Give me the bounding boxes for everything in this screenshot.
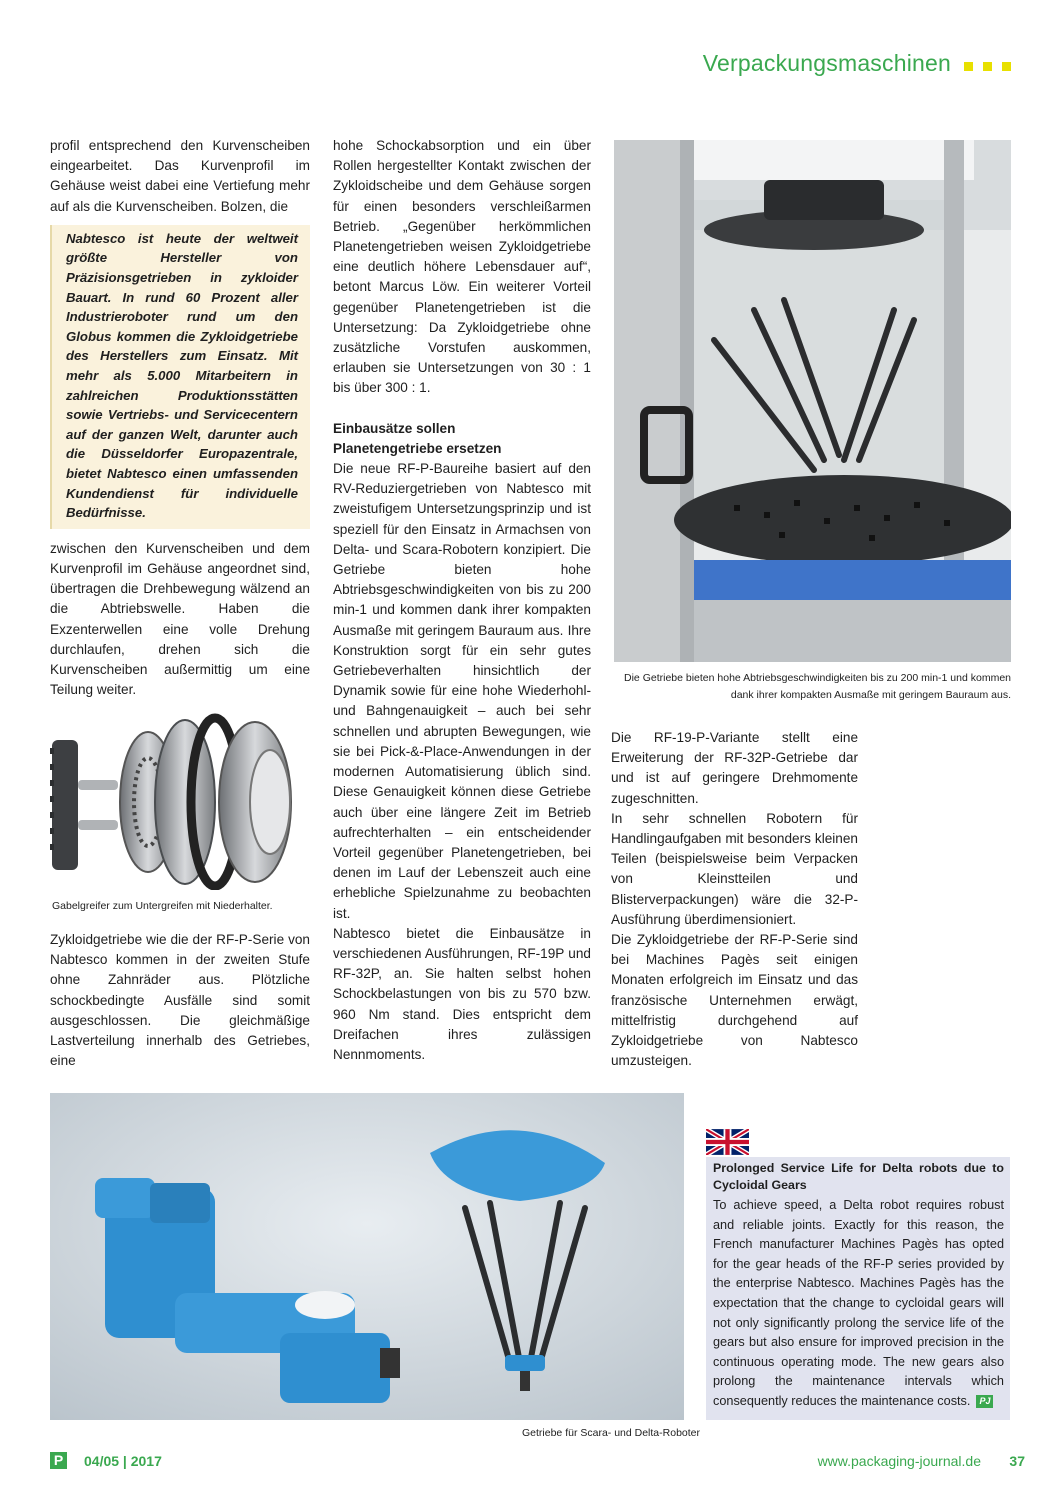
journal-logo: P xyxy=(50,1452,67,1469)
column-1-bottom xyxy=(50,930,310,1071)
column-2 xyxy=(333,136,591,1065)
gear-photo xyxy=(50,710,310,890)
paragraph: In sehr schnellen Robotern für Handlingaufgaben mit besonders kleinen Teilen (beispielsweise beim Verpacken von Kleinstteilen und Blisterverpackungen) wäre die 32-P-Ausführung überdimensioniert. xyxy=(611,810,858,927)
uk-flag-icon xyxy=(706,1129,749,1155)
paragraph: Zykloidgetriebe wie die der RF-P-Serie von Nabtesco kommen in der zweiten Stufe ohne Zahnräder aus. Plötzliche schockbedingte Ausfälle sind somit ausgeschlossen. Die gleichmäßige Lastverteilung innerhalb des Getriebes, eine xyxy=(50,932,310,1069)
journal-url[interactable]: www.packaging-journal.de xyxy=(817,1453,981,1469)
english-summary-title: Prolonged Service Life for Delta robots due to Cycloidal Gears xyxy=(713,1161,1004,1192)
paragraph: Nabtesco bietet die Einbausätze in verschiedenen Ausführungen, RF-19P und RF-32P, an. Sie halten selbst hohen Schockbelastungen von bis zu 570 bzw. 960 Nm stand. Dies entspricht dem Dreifachen ihres zulässigen Nennmoments. xyxy=(333,925,591,1062)
column-1 xyxy=(50,136,310,700)
paragraph: Die neue RF-P-Baureihe basiert auf den RV-Reduziergetrieben von Nabtesco mit zweistufigem Untersetzungsprinzip und ist speziell für den Einsatz in Armachsen von Delta- und Scara-Robotern konzipiert. Die Getriebe bieten hohe Abtriebsgeschwindigkeiten von bis zu 200 min-1 und kommen dank ihrer kompakten Ausmaße mit geringem Bauraum aus. Ihre Konstruktion sorgt für ein sehr gutes Getriebeverhalten hinsichtlich der Dynamik sowie für eine hohe Wiederhohl- und Bahngenauigkeit – auch bei sehr schnellen und abrupten Bewegungen, wie sie bei Pick-&-Place-Anwendungen in der modernen Automatisierung üblich sind. Diese Genauigkeit können diese Getriebe auch über eine längere Zeit im Betrieb aufrechterhalten – ein entscheidender Vorteil gegenüber Planetengetrieben, bei denen im Lauf der Lebenszeit auch eine erhebliche Spielzunahme zu beobachten ist. xyxy=(333,461,591,921)
robots-photo xyxy=(50,1093,684,1420)
machine-caption: Die Getriebe bieten hohe Abtriebsgeschwindigkeiten bis zu 200 min-1 und kommen dank ihrer kompakten Ausmaße mit geringem Bauraum aus. xyxy=(624,672,1011,701)
paragraph: Die Zykloidgetriebe der RF-P-Serie sind bei Machines Pagès seit einigen Monaten erfolgreich im Einsatz und das französische Unternehmen erwägt, mittelfristig durchgehend auf Zykloidgetriebe von Nabtesco umzusteigen. xyxy=(611,932,858,1069)
info-box: Nabtesco ist heute der weltweit größte Hersteller von Präzisionsgetrieben in zykloider Bauart. In rund 60 Prozent aller Industrieroboter rund um den Globus kommen die Zykloidgetriebe des Herstellers zum Einsatz. Mit mehr als 5.000 Mitarbeitern in zahlreichen Produktionsstätten sowie Vertriebs- und Servicecentern auf der ganzen Welt, darunter auch die Düsseldorfer Europazentrale, bietet Nabtesco einen umfassenden Kundendienst für individuelle Bedürfnisse. xyxy=(50,225,310,529)
english-summary-box xyxy=(706,1157,1010,1420)
issue-number: 04/05 | 2017 xyxy=(84,1453,162,1469)
english-summary-text: To achieve speed, a Delta robot requires robust and reliable joints. Exactly for this reason, the French manufacturer Machines Pagès has opted for the gear heads of the RF-P series provided by the enterprise Nabtesco. Machines Pagès has the expectation that the change to cycloidal gears will not only significantly prolong the service life of the gears but also ensure for improved precision in the continuous operating mode. The new gears also prolong the maintenance intervals which consequently reduces the maintenance costs. xyxy=(713,1198,1004,1408)
section-squares xyxy=(964,62,1011,71)
paragraph: hohe Schockabsorption und ein über Rollen hergestellter Kontakt zwischen der Zykloidscheibe und dem Gehäuse sorgen für einen besonders verschleißarmen Betrieb. „Gegenüber herkömmlichen Planetengetrieben weisen Zykloidgetriebe eine deutlich höhere Lebensdauer auf“, betont Marcus Löw. Ein weiterer Vorteil gegenüber Planetengetrieben ist die Untersetzung: Da Zykloidgetriebe ohne zusätzliche Vorstufen auskommen, erlauben sie Untersetzungen von 30 : 1 bis über 300 : 1. xyxy=(333,138,591,396)
subheading: Einbausätze sollen Planetengetriebe ersetzen xyxy=(333,420,502,456)
page-number: 37 xyxy=(1009,1453,1025,1469)
gear-caption: Gabelgreifer zum Untergreifen mit Niederhalter. xyxy=(52,900,273,912)
section-title: Verpackungsmaschinen xyxy=(702,50,951,76)
paragraph: zwischen den Kurvenscheiben und dem Kurvenprofil im Gehäuse angeordnet sind, übertragen die Drehbewegung wälzend an die Abtriebswelle. Haben die Exzenterwellen eine volle Drehung durchlaufen, drehen sich die Kurvenscheiben außermittig um eine Teilung weiter. xyxy=(50,540,310,698)
paragraph: Die RF-19-P-Variante stellt eine Erweiterung der RF-32P-Getriebe dar und ist auf geringere Drehmomente zugeschnitten. xyxy=(611,730,858,806)
column-3 xyxy=(611,728,858,1071)
robots-caption: Getriebe für Scara- und Delta-Roboter xyxy=(522,1427,701,1439)
machine-photo xyxy=(614,140,1011,662)
paragraph: profil entsprechend den Kurvenscheiben eingearbeitet. Das Kurvenprofil im Gehäuse weist dabei eine Vertiefung mehr auf als die Kurvenscheiben. Bolzen, die xyxy=(50,138,310,214)
pj-badge: PJ xyxy=(976,1395,993,1408)
